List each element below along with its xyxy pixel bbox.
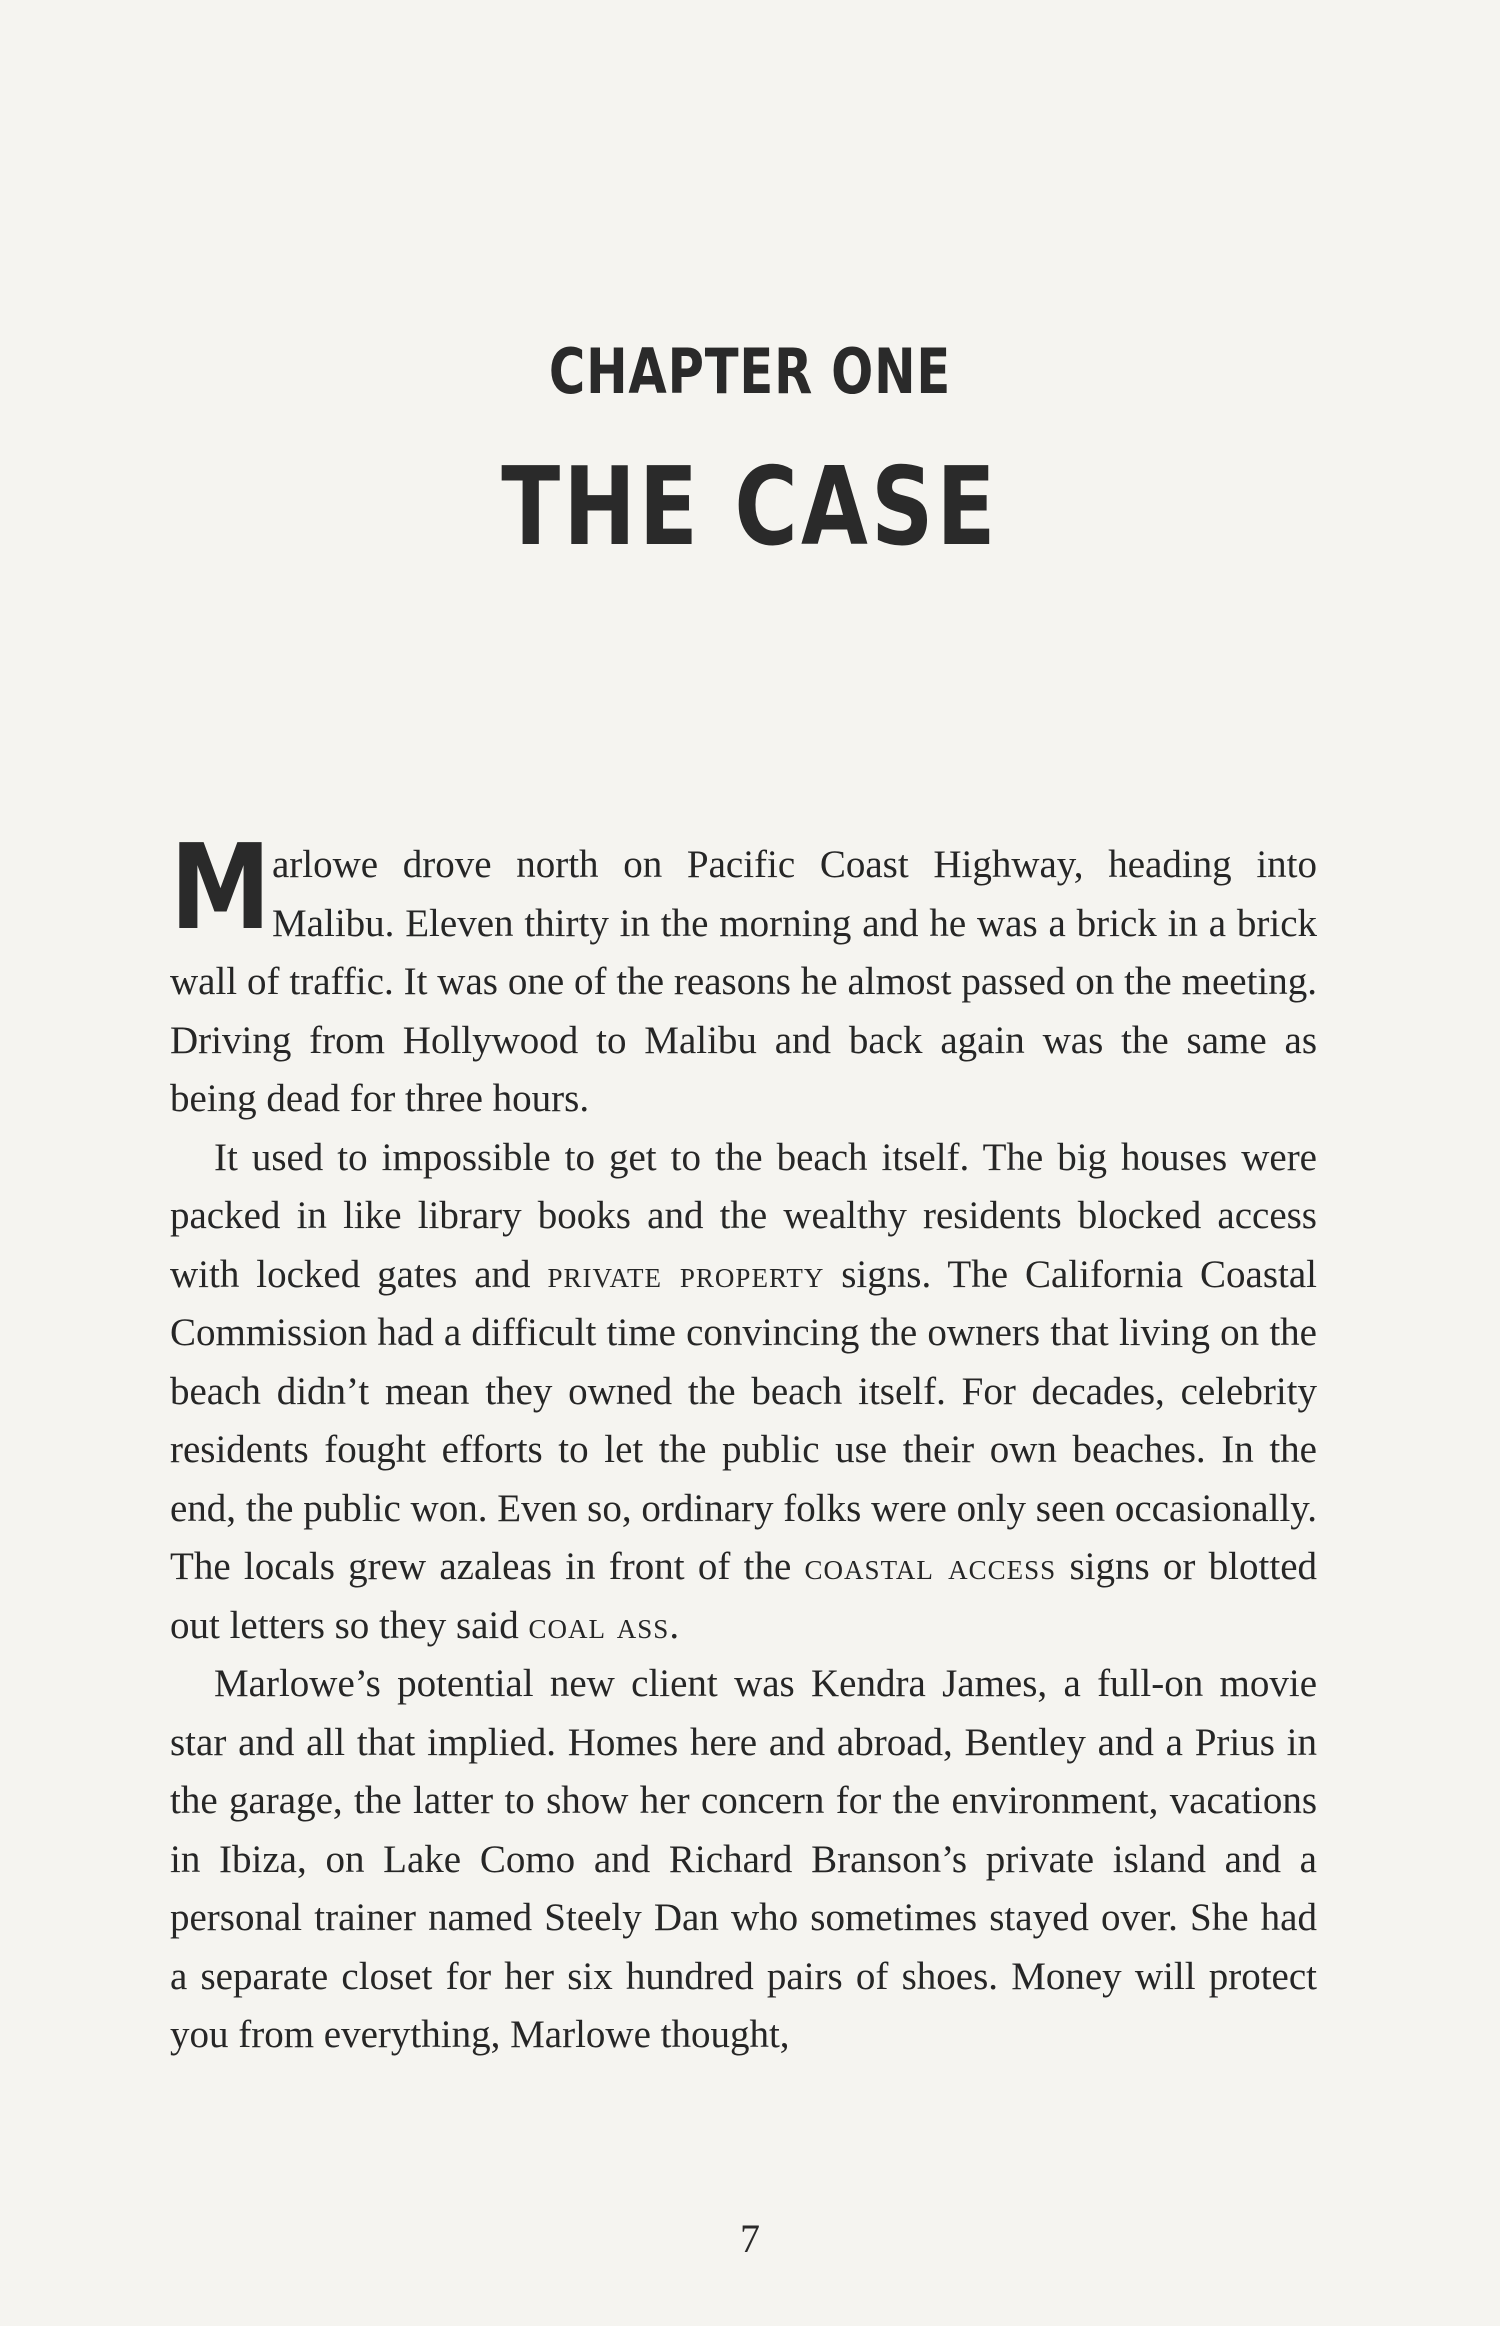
paragraph-text: . [669,1603,680,1647]
chapter-label: CHAPTER ONE [548,335,952,408]
small-caps-text: private property [547,1252,825,1296]
drop-cap: M [170,818,271,956]
paragraph [170,1129,1317,1656]
small-caps-text: coal ass [528,1603,670,1647]
paragraph-text: signs. The California Coastal Commission had a difficult time convincing the owners that living on the beach didn’t mean they owned the beach itself. For decades, celebrity residents fought efforts to let the public use their own beaches. In the end, the public won. Even so, ordinary folks were only seen occasionally. The locals grew azaleas in front of the [170,1252,1318,1588]
paragraph-text: Marlowe’s potential new client was Kendra James, a full-on movie star and all that implied. Homes here and abroad, Bentley and a Prius in the garage, the latter to show her concern for the environment, vacations in Ibiza, on Lake Como and Richard Branson’s private island and a personal trainer named Steely Dan who sometimes stayed over. She had a separate closet for her six hundred pairs of shoes. Money will protect you from everything, Marlowe thought, [170,1662,1317,2056]
paragraph-text: It used to impossible to get to the beach itself. The big houses were packed in like library books and the wealthy residents blocked access with locked gates and [170,1135,1317,1296]
page-number: 7 [740,2216,760,2261]
chapter-title: THE CASE [501,445,999,570]
small-caps-text: coastal access [804,1545,1057,1588]
paragraph-text: signs or blotted out letters so they said [170,1545,1317,1647]
paragraph [170,1655,1317,2065]
paragraph-text: arlowe drove north on Pacific Coast Highway, heading into Malibu. Eleven thirty in the morning and he was a brick in a brick wall of traffic. It was one of the reasons he almost passed on the meeting. Driving from Hollywood to Malibu and back again was the same as being dead for three hours. [170,843,1317,1120]
body-text [170,818,1318,2065]
paragraph [170,818,1317,1129]
